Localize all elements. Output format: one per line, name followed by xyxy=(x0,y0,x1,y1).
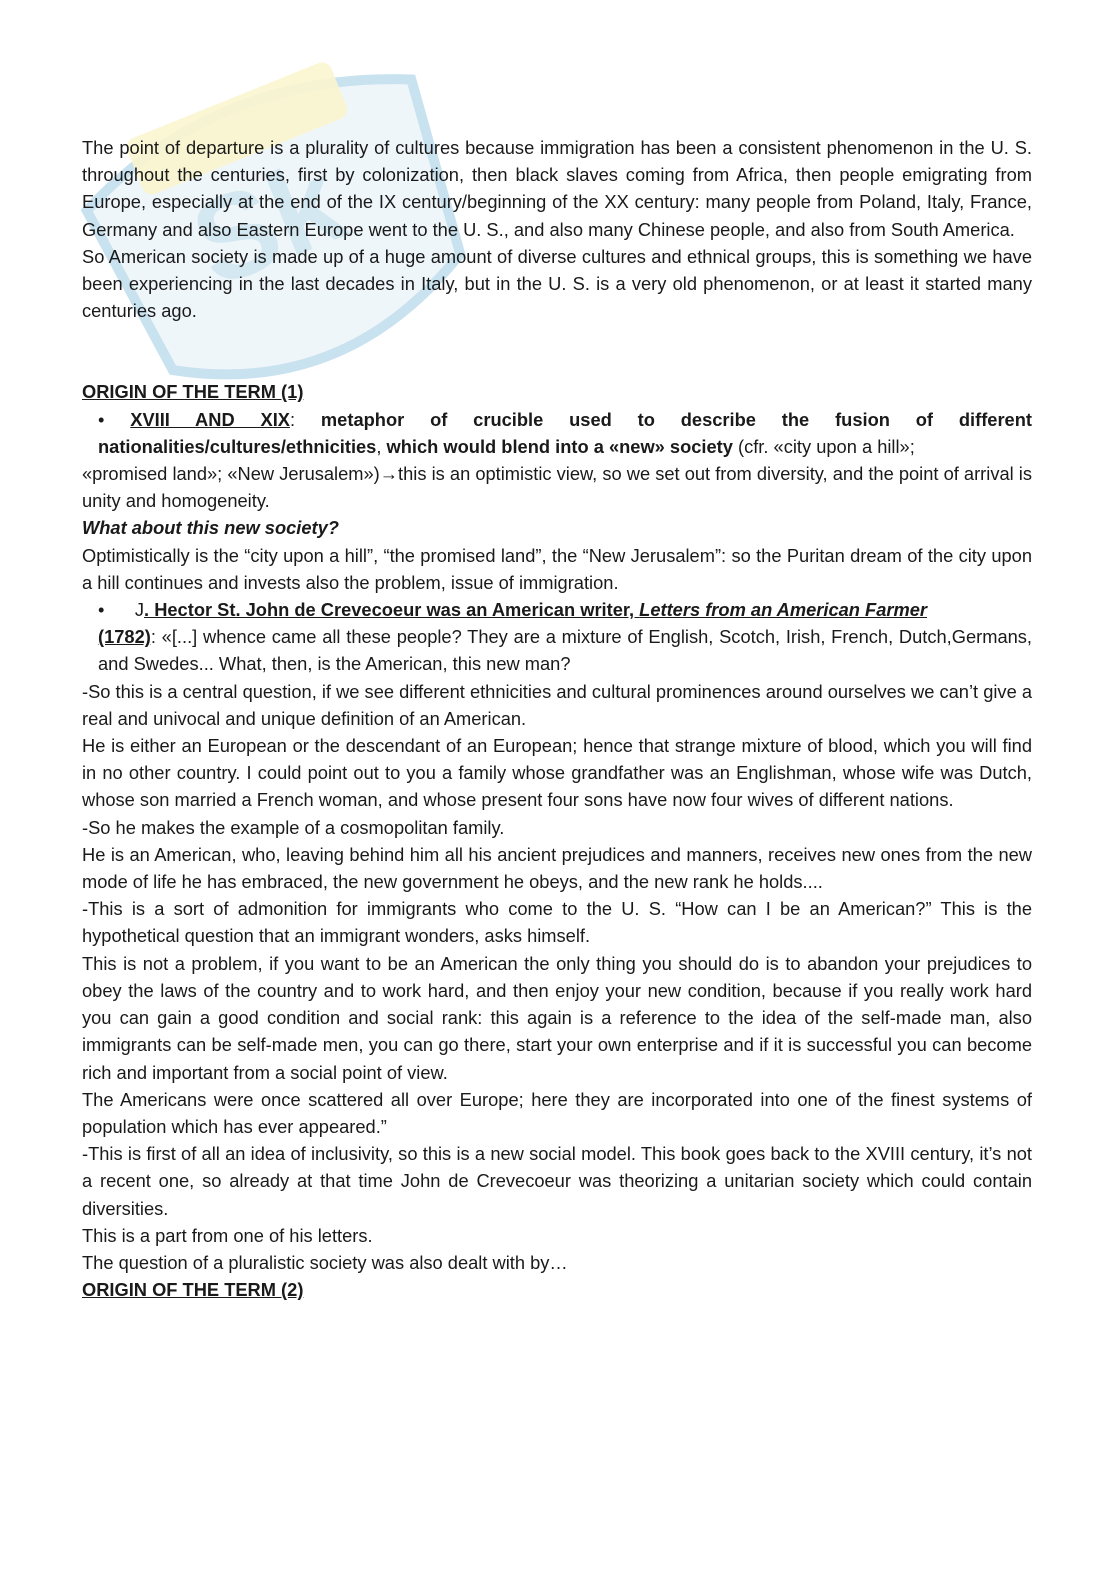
body-paragraph: -So he makes the example of a cosmopolitan family. xyxy=(82,816,505,838)
century-label: XVIII AND XIX xyxy=(130,408,290,430)
bullet-item-xviii-xix xyxy=(82,406,1032,460)
comma-text: , xyxy=(376,435,382,457)
section-heading-origin-2: ORIGIN OF THE TERM (2) xyxy=(82,1279,304,1301)
document-body xyxy=(82,134,1032,1303)
body-paragraph: -This is first of all an idea of inclusivity, so this is a new social model. This book goes back to the XVIII century, it’s not a recent one, so already at that time John de Crevecoeur was theorizing a unitarian society which could contain diversities. xyxy=(82,1143,1032,1219)
optimistic-paragraph: Optimistically is the “city upon a hill”, “the promised land”, the “New Jerusalem”: so the Puritan dream of the city upon a hill continues and invests also the problem, issue of immigration. xyxy=(82,544,1032,593)
body-paragraph: The Americans were once scattered all over Europe; here they are incorporated into one of the finest systems of population which has ever appeared.” xyxy=(82,1088,1032,1137)
intro-paragraph-1: The point of departure is a plurality of cultures because immigration has been a consistent phenomenon in the U. S. throughout the centuries, first by colonization, then black slaves coming from Africa, then people emigrating from Europe, especially at the end of the IX century/beginning of the XX century: many people from Poland, Italy, France, Germany and also Eastern Europe went to the U. S., and also many Chinese people, and also from South America. xyxy=(82,137,1032,240)
body-paragraph: This is a part from one of his letters. xyxy=(82,1224,373,1246)
bullet-glyph: • xyxy=(98,599,105,621)
bullet-item-crevecoeur xyxy=(82,596,1032,678)
bullet-glyph: • xyxy=(98,408,105,430)
body-paragraph: He is an American, who, leaving behind him all his ancient prejudices and manners, receives new ones from the new mode of life he has embraced, the new government he obeys, and the new rank he holds.... xyxy=(82,843,1032,893)
intro-paragraph-2: So American society is made up of a huge amount of diverse cultures and ethnical groups, this is something we have been experiencing in the last decades in Italy, but in the U. S. is a very old phenomenon, or at least it started many centuries ago. xyxy=(82,245,1032,322)
body-paragraph: This is not a problem, if you want to be an American the only thing you should do is to abandon your prejudices to obey the laws of the country and to work hard, and then enjoy your new condition, because if you really work hard you can gain a good condition and social rank: this again is a reference to the idea of the self-made man, also immigrants can be self-made men, you can go there, start your own enterprise and if it is successful you can become rich and important from a social point of view. xyxy=(82,952,1032,1083)
author-initial: J xyxy=(134,599,145,621)
promised-land-paragraph: «promised land»; «New Jerusalem»)→this is an optimistic view, so we set out from diversity, and the point of arrival is unity and homogeneity. xyxy=(82,463,1032,512)
book-year: (1782) xyxy=(98,626,151,648)
cfr-text: (cfr. «city upon a hill»; xyxy=(732,435,915,457)
body-paragraph: He is either an European or the descendant of an European; hence that strange mixture of blood, which you will find in no other country. I could point out to you a family whose grandfather was an Englishman, whose wife was Dutch, whose son married a French woman, and whose present four sons have now four wives of different nations. xyxy=(82,735,1032,811)
crucible-metaphor-text: metaphor of crucible used to describe the fusion of different nationalities/cultures/ethnicities xyxy=(98,408,1032,457)
body-paragraph: -This is a sort of admonition for immigrants who come to the U. S. “How can I be an American?” This is the hypothetical question that an immigrant wonders, asks himself. xyxy=(82,898,1032,947)
bullet-text-crevecoeur xyxy=(82,596,1032,678)
section-heading-origin-1: ORIGIN OF THE TERM (1) xyxy=(82,381,304,403)
book-title: Letters from an American Farmer xyxy=(639,599,928,621)
body-paragraph: The question of a pluralistic society was also dealt with by… xyxy=(82,1251,568,1273)
section-spacer xyxy=(82,324,1032,378)
body-paragraph: -So this is a central question, if we see different ethnicities and cultural prominences around ourselves we can’t give a real and univocal and unique definition of an American. xyxy=(82,680,1032,729)
crevecoeur-quote: : «[...] whence came all these people? They are a mixture of English, Scotch, Irish, French, Dutch,Germans, and Swedes... What, then, is the American, this new man? xyxy=(98,626,1032,675)
author-description: . Hector St. John de Crevecoeur was an American writer, xyxy=(144,599,640,621)
bullet-text xyxy=(82,406,1032,460)
new-society-text: which would blend into a «new» society xyxy=(381,435,733,457)
new-society-question: What about this new society? xyxy=(82,517,339,539)
svg-text:Sk: Sk xyxy=(174,133,362,313)
colon-text: : xyxy=(289,408,296,430)
